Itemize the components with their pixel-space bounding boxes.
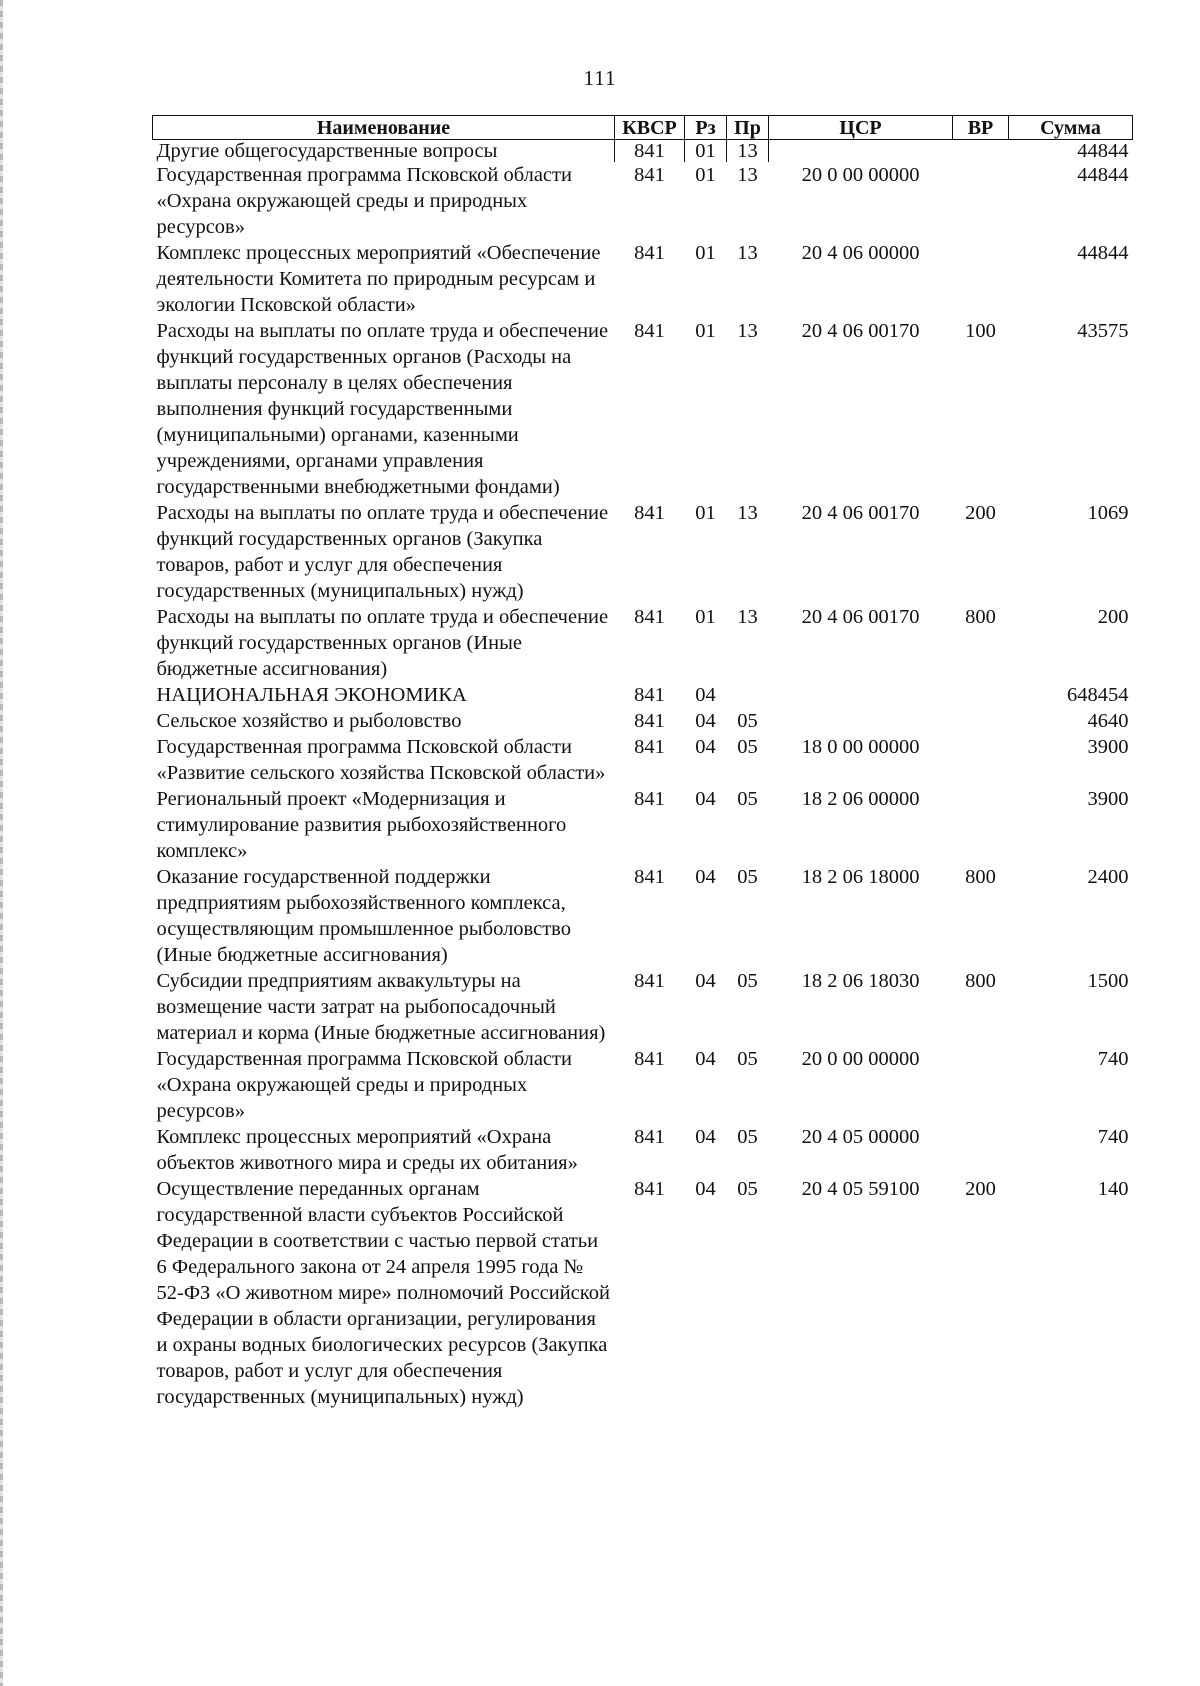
cell-vr: 800 [965,606,996,628]
cell-kvsr: 841 [634,866,665,888]
table-row [153,708,1133,734]
cell-sum: 3900 [1087,736,1129,758]
cell-kvsr: 841 [634,1048,665,1070]
cell-sum: 44844 [1077,164,1129,186]
cell-sum: 648454 [1067,684,1129,706]
cell-pr [727,682,769,708]
cell-pr: 13 [737,606,758,628]
cell-sum: 44844 [1077,242,1129,264]
cell-pr: 05 [737,1048,758,1070]
cell-csr: 20 4 06 00170 [801,502,920,524]
cell-sum: 1069 [1087,502,1129,524]
header-vr: ВР [953,116,1009,140]
table-row [153,1124,1133,1176]
cell-kvsr: 841 [634,242,665,264]
cell-name: Расходы на выплаты по оплате труда и обеспечение функций государственных органов (Иные бюджетные ассигнования) [156,606,609,680]
cell-kvsr: 841 [634,788,665,810]
cell-name: Субсидии предприятиям аквакультуры на возмещение части затрат на рыбопосадочный материал и корма (Иные бюджетные ассигнования) [156,970,606,1044]
cell-csr: 20 4 05 59100 [801,1178,920,1200]
cell-rz: 04 [695,970,716,992]
scan-edge [0,0,3,1686]
cell-rz: 01 [695,164,716,186]
cell-name: Комплекс процессных мероприятий «Обеспечение деятельности Комитета по природным ресурсам и экологии Псковской области» [156,242,601,316]
cell-vr [953,1046,1009,1124]
cell-rz: 04 [695,1048,716,1070]
cell-vr: 100 [965,320,996,342]
cell-csr: 20 4 06 00000 [801,242,920,264]
cell-kvsr: 841 [634,736,665,758]
cell-name: Комплекс процессных мероприятий «Охрана объектов животного мира и среды их обитания» [156,1126,578,1174]
cell-rz: 04 [695,866,716,888]
cell-csr: 18 0 00 00000 [801,736,920,758]
cell-csr: 20 0 00 00000 [801,164,920,186]
cell-kvsr: 841 [634,710,665,732]
table-body [153,140,1133,1411]
cell-rz: 01 [695,502,716,524]
cell-csr: 18 2 06 18030 [801,970,920,992]
cell-csr: 20 0 00 00000 [801,1048,920,1070]
cell-csr: 20 4 06 00170 [801,320,920,342]
cell-sum: 740 [1097,1048,1129,1070]
table-row [153,864,1133,968]
cell-pr: 05 [737,1126,758,1148]
cell-pr: 13 [737,242,758,264]
header-csr: ЦСР [769,116,953,140]
cell-vr: 200 [965,502,996,524]
cell-sum: 1500 [1087,970,1129,992]
cell-name: Государственная программа Псковской области «Охрана окружающей среды и природных ресурсов» [156,164,572,238]
cell-rz: 04 [695,684,716,706]
cell-csr: 18 2 06 18000 [801,866,920,888]
cell-kvsr: 841 [634,1178,665,1200]
cell-kvsr: 841 [634,502,665,524]
cell-sum: 2400 [1087,866,1129,888]
cell-name: Расходы на выплаты по оплате труда и обеспечение функций государственных органов (Закупка товаров, работ и услуг для обеспечения государственных (муниципальных) нужд) [156,502,609,602]
cell-csr [769,708,953,734]
cell-kvsr: 841 [634,164,665,186]
page-number: 111 [583,66,617,90]
cell-pr: 13 [727,140,769,163]
cell-rz: 04 [695,1126,716,1148]
table-row [153,140,1133,163]
cell-csr [769,682,953,708]
cell-vr [953,240,1009,318]
cell-sum: 4640 [1087,710,1129,732]
cell-kvsr: 841 [634,684,665,706]
cell-rz: 04 [695,736,716,758]
cell-name: Региональный проект «Модернизация и стимулирование развития рыбохозяйственного комплекс» [156,788,567,862]
cell-name: Расходы на выплаты по оплате труда и обеспечение функций государственных органов (Расходы на выплаты персоналу в целях обеспечения выполнения функций государственными (муниципальными) органами, казенными учреждениями, органами управления государственными внебюджетными фондами) [156,320,609,498]
cell-vr [953,786,1009,864]
cell-pr: 13 [737,164,758,186]
cell-pr: 05 [737,736,758,758]
cell-vr [953,162,1009,240]
cell-vr [953,1124,1009,1176]
cell-csr [769,140,953,163]
cell-pr: 05 [737,970,758,992]
cell-csr: 20 4 05 00000 [801,1126,920,1148]
cell-vr [953,682,1009,708]
cell-sum: 200 [1097,606,1129,628]
table-row [153,604,1133,682]
cell-pr: 05 [737,866,758,888]
header-rz: Рз [685,116,727,140]
cell-name: Государственная программа Псковской области «Охрана окружающей среды и природных ресурсов» [156,1048,572,1122]
cell-rz: 01 [695,606,716,628]
cell-kvsr: 841 [634,1126,665,1148]
cell-kvsr: 841 [634,970,665,992]
cell-kvsr: 841 [615,140,685,163]
cell-sum: 3900 [1087,788,1129,810]
table-row [153,682,1133,708]
cell-name: НАЦИОНАЛЬНАЯ ЭКОНОМИКА [156,684,467,706]
cell-rz: 01 [695,320,716,342]
cell-rz: 04 [695,1178,716,1200]
cell-csr: 20 4 06 00170 [801,606,920,628]
cell-rz: 01 [695,242,716,264]
cell-vr: 800 [965,866,996,888]
cell-kvsr: 841 [634,606,665,628]
cell-name: Сельское хозяйство и рыболовство [156,710,462,732]
cell-name: Осуществление переданных органам государственной власти субъектов Российской Федерации в соответствии с частью первой статьи 6 Федерального закона от 24 апреля 1995 года № 52-ФЗ «О животном мире» полномочий Российской Федерации в области организации, регулирования и охраны водных биологических ресурсов (Закупка товаров, работ и услуг для обеспечения государственных (муниципальных) нужд) [156,1178,610,1408]
cell-rz: 04 [695,788,716,810]
cell-vr [953,708,1009,734]
table-row [153,318,1133,500]
table-row [153,1176,1133,1410]
cell-pr: 05 [737,788,758,810]
cell-vr: 200 [965,1178,996,1200]
header-kvsr: КВСР [615,116,685,140]
cell-vr [953,734,1009,786]
table-row [153,240,1133,318]
header-sum: Сумма [1009,116,1133,140]
cell-rz: 01 [685,140,727,163]
table-row [153,500,1133,604]
cell-csr: 18 2 06 00000 [801,788,920,810]
cell-pr: 05 [737,710,758,732]
cell-name: Государственная программа Псковской области «Развитие сельского хозяйства Псковской области» [156,736,606,784]
cell-pr: 13 [737,320,758,342]
cell-vr: 800 [965,970,996,992]
table-row [153,786,1133,864]
cell-sum: 740 [1097,1126,1129,1148]
cell-sum: 44844 [1077,140,1129,162]
cell-pr: 13 [737,502,758,524]
table-row [153,1046,1133,1124]
cell-sum: 140 [1097,1178,1129,1200]
table-row [153,968,1133,1046]
cell-vr [953,140,1009,163]
header-pr: Пр [727,116,769,140]
table-row [153,162,1133,240]
cell-pr: 05 [737,1178,758,1200]
header-name: Наименование [153,116,615,140]
budget-table [152,115,1133,1410]
cell-name: Оказание государственной поддержки предприятиям рыбохозяйственного комплекса, осуществляющим промышленное рыболовство (Иные бюджетные ассигнования) [156,866,571,966]
table-row [153,734,1133,786]
cell-rz: 04 [695,710,716,732]
cell-sum: 43575 [1077,320,1129,342]
cell-name: Другие общегосударственные вопросы [156,140,498,162]
table-header [153,116,1133,140]
cell-kvsr: 841 [634,320,665,342]
